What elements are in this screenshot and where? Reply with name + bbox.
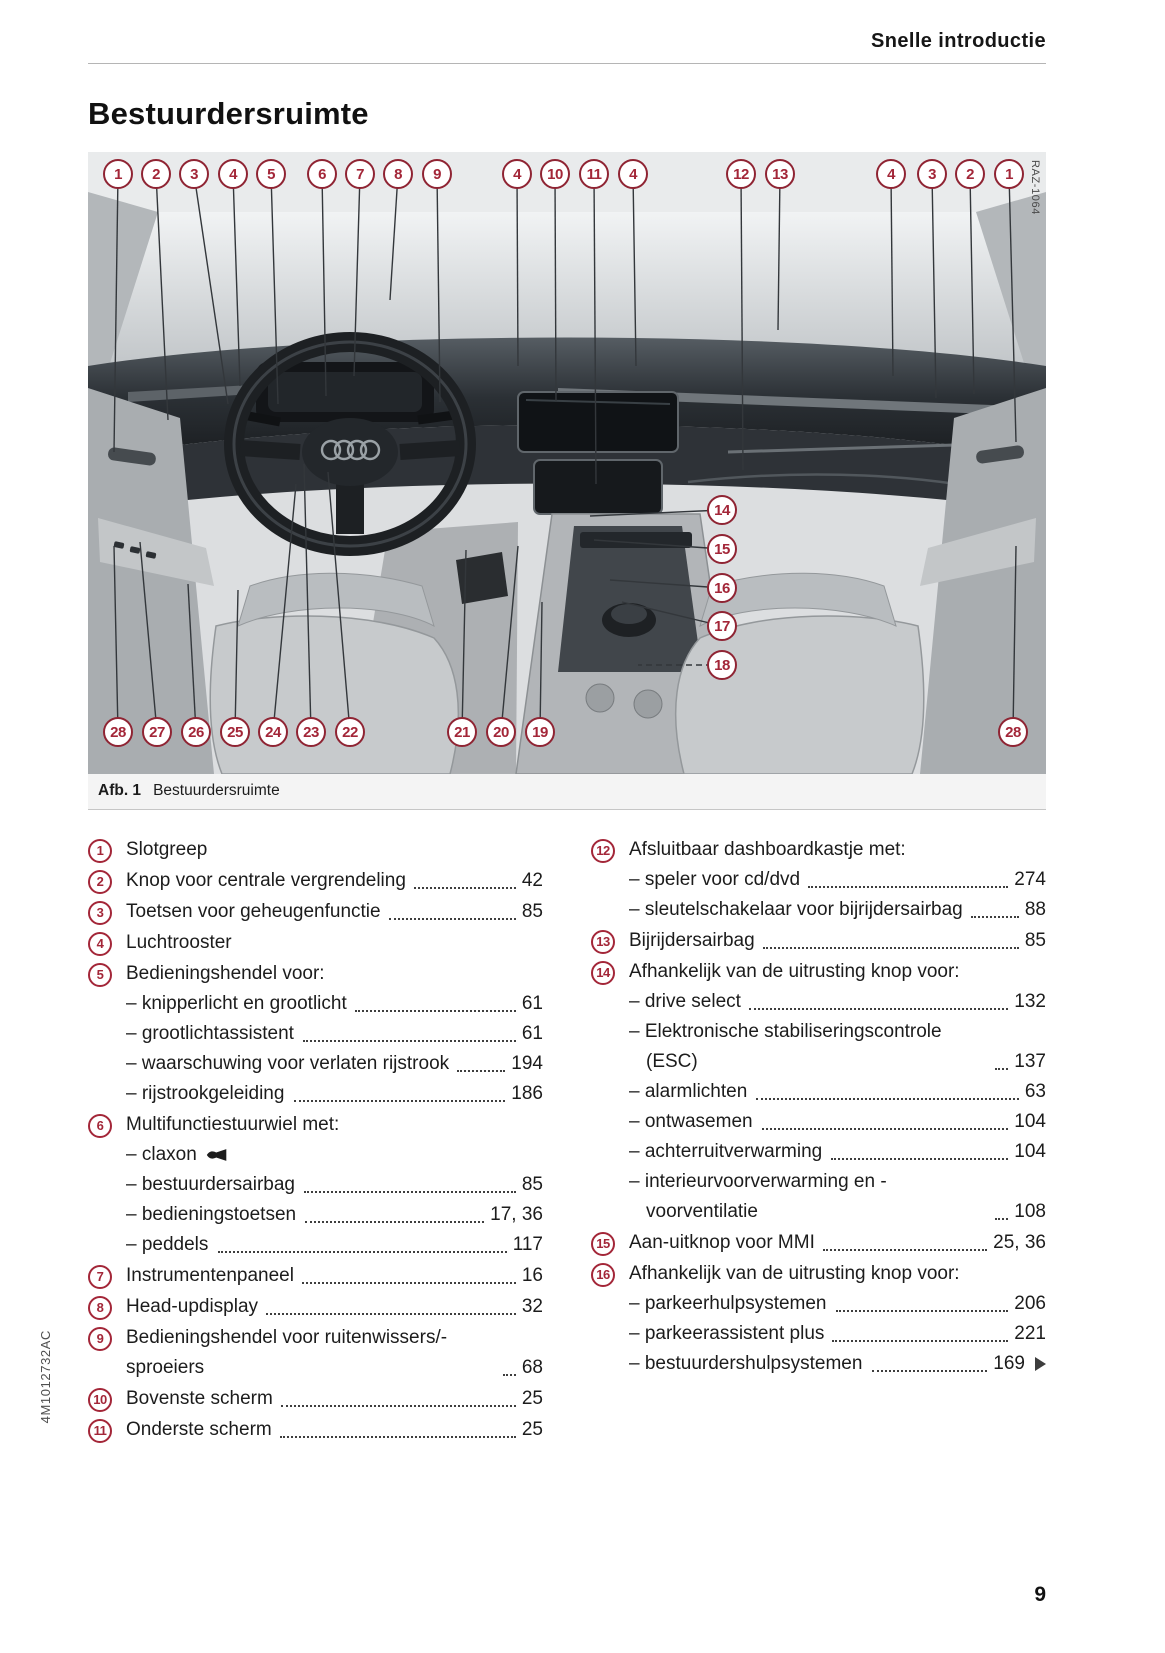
callout-leader-line	[437, 174, 440, 402]
legend-item-number: 5	[88, 963, 112, 987]
figure-callout-18: 18	[707, 650, 737, 680]
dot-leader	[808, 886, 1008, 888]
legend-entry-text: Bijrijdersairbag	[629, 930, 755, 951]
callout-leader-line	[891, 174, 893, 376]
callout-leader-line	[233, 174, 240, 386]
legend-item-2	[88, 866, 543, 896]
legend-entry-text: Luchtrooster	[126, 932, 232, 953]
legend-item-number: 15	[591, 1232, 615, 1256]
callout-leader-line	[517, 174, 518, 366]
legend-item-8	[88, 1292, 543, 1322]
page-title: Bestuurdersruimte	[88, 96, 369, 131]
legend-item-12	[591, 835, 1046, 865]
legend-item-16	[591, 1259, 1046, 1289]
figure-callout-17: 17	[707, 611, 737, 641]
legend-item-9	[88, 1323, 543, 1383]
page-ref: 68	[521, 1357, 543, 1378]
figure-callout-2: 2	[955, 159, 985, 189]
page-ref: 169	[993, 1353, 1025, 1374]
legend-item-number: 13	[591, 930, 615, 954]
figure-callout-28: 28	[998, 717, 1028, 747]
dot-leader	[266, 1313, 516, 1315]
callout-leader-line	[590, 510, 722, 516]
legend-item-1	[88, 835, 543, 865]
legend	[88, 834, 1046, 1445]
dot-leader	[280, 1436, 516, 1438]
legend-subitem	[88, 1049, 543, 1079]
dot-leader	[995, 1068, 1009, 1070]
figure-callout-5: 5	[256, 159, 286, 189]
callout-leader-line	[140, 542, 157, 732]
dot-leader	[303, 1040, 516, 1042]
legend-item-3	[88, 897, 543, 927]
callout-leader-line	[304, 464, 311, 732]
page-header	[88, 0, 1046, 64]
legend-entry-text: Afhankelijk van de uitrusting knop voor:	[629, 961, 960, 982]
legend-entry-text: – bestuurdershulpsystemen	[629, 1353, 863, 1374]
figure-callout-4: 4	[618, 159, 648, 189]
continuation-arrow-icon	[1035, 1357, 1046, 1371]
legend-subitem	[591, 1349, 1046, 1379]
legend-item-14	[591, 957, 1046, 987]
figure-callout-22: 22	[335, 717, 365, 747]
figure-caption-text: Bestuurdersruimte	[153, 782, 280, 799]
figure-callout-14: 14	[707, 495, 737, 525]
legend-subitem	[591, 1167, 1046, 1227]
figure-callout-2: 2	[141, 159, 171, 189]
page-ref: 108	[1014, 1201, 1046, 1222]
callout-leader-line	[594, 540, 722, 549]
figure-callout-21: 21	[447, 717, 477, 747]
horn-icon	[206, 1148, 228, 1162]
callout-leader-line	[462, 550, 466, 732]
callout-leader-line	[114, 174, 118, 452]
legend-entry-text: – rijstrookgeleiding	[126, 1083, 285, 1104]
dot-leader	[305, 1221, 484, 1223]
legend-item-4	[88, 928, 543, 958]
callout-leader-line	[540, 602, 542, 732]
legend-item-5	[88, 959, 543, 989]
page-number: 9	[1034, 1583, 1046, 1606]
legend-entry-text: Onderste scherm	[126, 1419, 272, 1440]
callout-leader-line	[354, 174, 360, 376]
figure-callout-19: 19	[525, 717, 555, 747]
legend-item-number: 2	[88, 870, 112, 894]
figure-callout-25: 25	[220, 717, 250, 747]
legend-entry-text: – bedieningstoetsen	[126, 1204, 297, 1225]
legend-item-number: 11	[88, 1419, 112, 1443]
page-ref: 206	[1014, 1293, 1046, 1314]
legend-item-number: 7	[88, 1265, 112, 1289]
figure-callout-20: 20	[486, 717, 516, 747]
callout-leader-line	[114, 546, 118, 732]
legend-subitem	[591, 987, 1046, 1017]
dot-leader	[389, 918, 516, 920]
legend-subitem	[591, 1107, 1046, 1137]
dot-leader	[763, 947, 1019, 949]
page-ref: 61	[521, 1023, 543, 1044]
legend-item-15	[591, 1228, 1046, 1258]
legend-entry-text: – parkeerhulpsystemen	[629, 1293, 827, 1314]
legend-subitem	[88, 1019, 543, 1049]
section-header: Snelle introductie	[870, 30, 1046, 52]
legend-item-number: 16	[591, 1263, 615, 1287]
legend-entry-text: Bovenste scherm	[126, 1388, 273, 1409]
legend-entry-text: Afsluitbaar dashboardkastje met:	[629, 839, 906, 860]
figure-callout-7: 7	[345, 159, 375, 189]
page-ref: 85	[521, 901, 543, 922]
callout-leader-lines	[88, 152, 1046, 774]
dot-leader	[832, 1340, 1008, 1342]
callout-leader-line	[778, 174, 780, 330]
figure-callout-9: 9	[422, 159, 452, 189]
legend-entry-text: – alarmlichten	[629, 1081, 748, 1102]
dot-leader	[836, 1310, 1009, 1312]
page-ref: 25, 36	[993, 1232, 1046, 1253]
callout-leader-line	[328, 472, 350, 732]
page-ref: 104	[1014, 1111, 1046, 1132]
figure-callout-3: 3	[179, 159, 209, 189]
figure-caption-label: Afb. 1	[98, 782, 142, 799]
page-ref: 194	[511, 1053, 543, 1074]
legend-item-number: 6	[88, 1114, 112, 1138]
figure-callout-4: 4	[502, 159, 532, 189]
page-ref: 17, 36	[490, 1204, 543, 1225]
legend-subitem	[88, 1079, 543, 1109]
callout-leader-line	[271, 174, 278, 404]
dot-leader	[503, 1374, 516, 1376]
dot-leader	[457, 1070, 505, 1072]
dot-leader	[823, 1249, 987, 1251]
figure-caption	[88, 774, 1046, 810]
figure-callout-12: 12	[726, 159, 756, 189]
legend-entry-text: – waarschuwing voor verlaten rijstrook	[126, 1053, 450, 1074]
legend-item-7	[88, 1261, 543, 1291]
legend-subitem	[591, 895, 1046, 925]
callout-leader-line	[555, 174, 556, 402]
callout-leader-line	[594, 174, 596, 484]
legend-entry-text: – claxon	[126, 1140, 228, 1170]
page-ref: 104	[1014, 1141, 1046, 1162]
legend-entry-text: – drive select	[629, 991, 741, 1012]
figure-callout-11: 11	[579, 159, 609, 189]
figure-callout-10: 10	[540, 159, 570, 189]
figure-callout-23: 23	[296, 717, 326, 747]
legend-entry-text: – achterruitverwarming	[629, 1141, 823, 1162]
legend-subitem	[88, 989, 543, 1019]
legend-entry-text: – ontwasemen	[629, 1111, 753, 1132]
legend-entry-text: Multifunctiestuurwiel met:	[126, 1114, 340, 1135]
page-ref: 186	[511, 1083, 543, 1104]
page-ref: 117	[512, 1234, 543, 1255]
dot-leader	[995, 1218, 1009, 1220]
figure-callout-26: 26	[181, 717, 211, 747]
dot-leader	[756, 1098, 1018, 1100]
legend-entry-text: Slotgreep	[126, 839, 208, 860]
callout-leader-line	[1013, 546, 1016, 732]
figure-callout-13: 13	[765, 159, 795, 189]
cockpit-figure	[88, 152, 1046, 810]
figure-callout-24: 24	[258, 717, 288, 747]
legend-entry-text: – interieurvoorverwarming en -voorventilatie	[629, 1171, 887, 1222]
page-ref: 88	[1024, 899, 1046, 920]
legend-subitem	[591, 1077, 1046, 1107]
callout-leader-line	[741, 174, 743, 470]
legend-subitem	[88, 1200, 543, 1230]
legend-entry-text: – grootlichtassistent	[126, 1023, 294, 1044]
figure-callout-4: 4	[876, 159, 906, 189]
page-ref: 274	[1014, 869, 1046, 890]
page-ref: 32	[521, 1296, 543, 1317]
legend-entry-text: – peddels	[126, 1234, 209, 1255]
legend-item-10	[88, 1384, 543, 1414]
legend-item-number: 3	[88, 901, 112, 925]
page-ref: 85	[521, 1174, 543, 1195]
callout-leader-line	[156, 174, 168, 420]
callout-leader-line	[501, 546, 518, 732]
callout-leader-line	[633, 174, 636, 366]
legend-item-number: 1	[88, 839, 112, 863]
legend-entry-text: – knipperlicht en grootlicht	[126, 993, 347, 1014]
legend-entry-text: Head-updisplay	[126, 1296, 259, 1317]
legend-entry-text: Toetsen voor geheugenfunctie	[126, 901, 381, 922]
legend-subitem	[591, 1017, 1046, 1077]
dot-leader	[831, 1158, 1008, 1160]
legend-item-number: 12	[591, 839, 615, 863]
legend-item-number: 14	[591, 961, 615, 985]
legend-entry-text: – sleutelschakelaar voor bijrijdersairbag	[629, 899, 963, 920]
callout-leader-line	[188, 584, 196, 732]
figure-callout-28: 28	[103, 717, 133, 747]
legend-item-number: 8	[88, 1296, 112, 1320]
legend-column-left	[88, 834, 543, 1445]
callout-leader-line	[322, 174, 326, 396]
page-ref: 132	[1014, 991, 1046, 1012]
figure-callout-1: 1	[994, 159, 1024, 189]
legend-entry-text: Instrumentenpaneel	[126, 1265, 294, 1286]
legend-column-right	[591, 834, 1046, 1445]
page-ref: 16	[521, 1265, 543, 1286]
legend-item-13	[591, 926, 1046, 956]
figure-callout-8: 8	[383, 159, 413, 189]
legend-entry-text: – speler voor cd/dvd	[629, 869, 801, 890]
dot-leader	[414, 887, 516, 889]
image-code: RAZ-1064	[1029, 160, 1041, 215]
legend-entry-text: Afhankelijk van de uitrusting knop voor:	[629, 1263, 960, 1284]
figure-callout-1: 1	[103, 159, 133, 189]
cockpit-illustration	[88, 152, 1046, 774]
legend-item-number: 4	[88, 932, 112, 956]
figure-callout-16: 16	[707, 573, 737, 603]
legend-subitem	[591, 865, 1046, 895]
dot-leader	[971, 916, 1019, 918]
legend-subitem	[88, 1230, 543, 1260]
legend-subitem	[591, 1137, 1046, 1167]
callout-leader-line	[970, 174, 974, 394]
dot-leader	[872, 1370, 988, 1372]
page-ref: 25	[521, 1419, 543, 1440]
legend-item-11	[88, 1415, 543, 1445]
dot-leader	[281, 1405, 516, 1407]
legend-item-number: 10	[88, 1388, 112, 1412]
page-ref: 137	[1014, 1051, 1046, 1072]
legend-entry-text: Bedieningshendel voor ruitenwissers/-sproeiers	[126, 1327, 448, 1378]
page-ref: 42	[521, 870, 543, 891]
figure-callout-27: 27	[142, 717, 172, 747]
page-ref: 25	[521, 1388, 543, 1409]
dot-leader	[762, 1128, 1009, 1130]
page-ref: 63	[1024, 1081, 1046, 1102]
legend-entry-text: Bedieningshendel voor:	[126, 963, 325, 984]
callout-leader-line	[390, 174, 398, 300]
dot-leader	[304, 1191, 516, 1193]
figure-callout-15: 15	[707, 534, 737, 564]
callout-leader-line	[610, 580, 722, 588]
legend-subitem	[591, 1289, 1046, 1319]
callout-leader-line	[273, 484, 296, 732]
legend-entry-text: – bestuurdersairbag	[126, 1174, 295, 1195]
legend-item-number: 9	[88, 1327, 112, 1351]
figure-callout-4: 4	[218, 159, 248, 189]
legend-subitem	[591, 1319, 1046, 1349]
legend-entry-text: Aan-uitknop voor MMI	[629, 1232, 815, 1253]
page-ref: 221	[1014, 1323, 1046, 1344]
dot-leader	[294, 1100, 506, 1102]
margin-code: 4M1012732AC	[38, 1330, 53, 1424]
legend-entry-text: – parkeerassistent plus	[629, 1323, 825, 1344]
legend-subitem	[88, 1140, 543, 1170]
legend-item-6	[88, 1110, 543, 1140]
callout-leader-line	[932, 174, 936, 398]
page-ref: 85	[1024, 930, 1046, 951]
dot-leader	[355, 1010, 516, 1012]
callout-leader-line	[235, 590, 238, 732]
dot-leader	[218, 1251, 507, 1253]
page-ref: 61	[521, 993, 543, 1014]
dot-leader	[749, 1008, 1008, 1010]
figure-callout-6: 6	[307, 159, 337, 189]
callout-leader-line	[1009, 174, 1016, 442]
legend-subitem	[88, 1170, 543, 1200]
figure-callout-3: 3	[917, 159, 947, 189]
legend-entry-text: – Elektronische stabiliseringscontrole (ESC)	[629, 1021, 942, 1072]
callout-leader-line	[194, 174, 228, 404]
dot-leader	[302, 1282, 516, 1284]
page-content	[88, 0, 1046, 1445]
legend-entry-text: Knop voor centrale vergrendeling	[126, 870, 406, 891]
